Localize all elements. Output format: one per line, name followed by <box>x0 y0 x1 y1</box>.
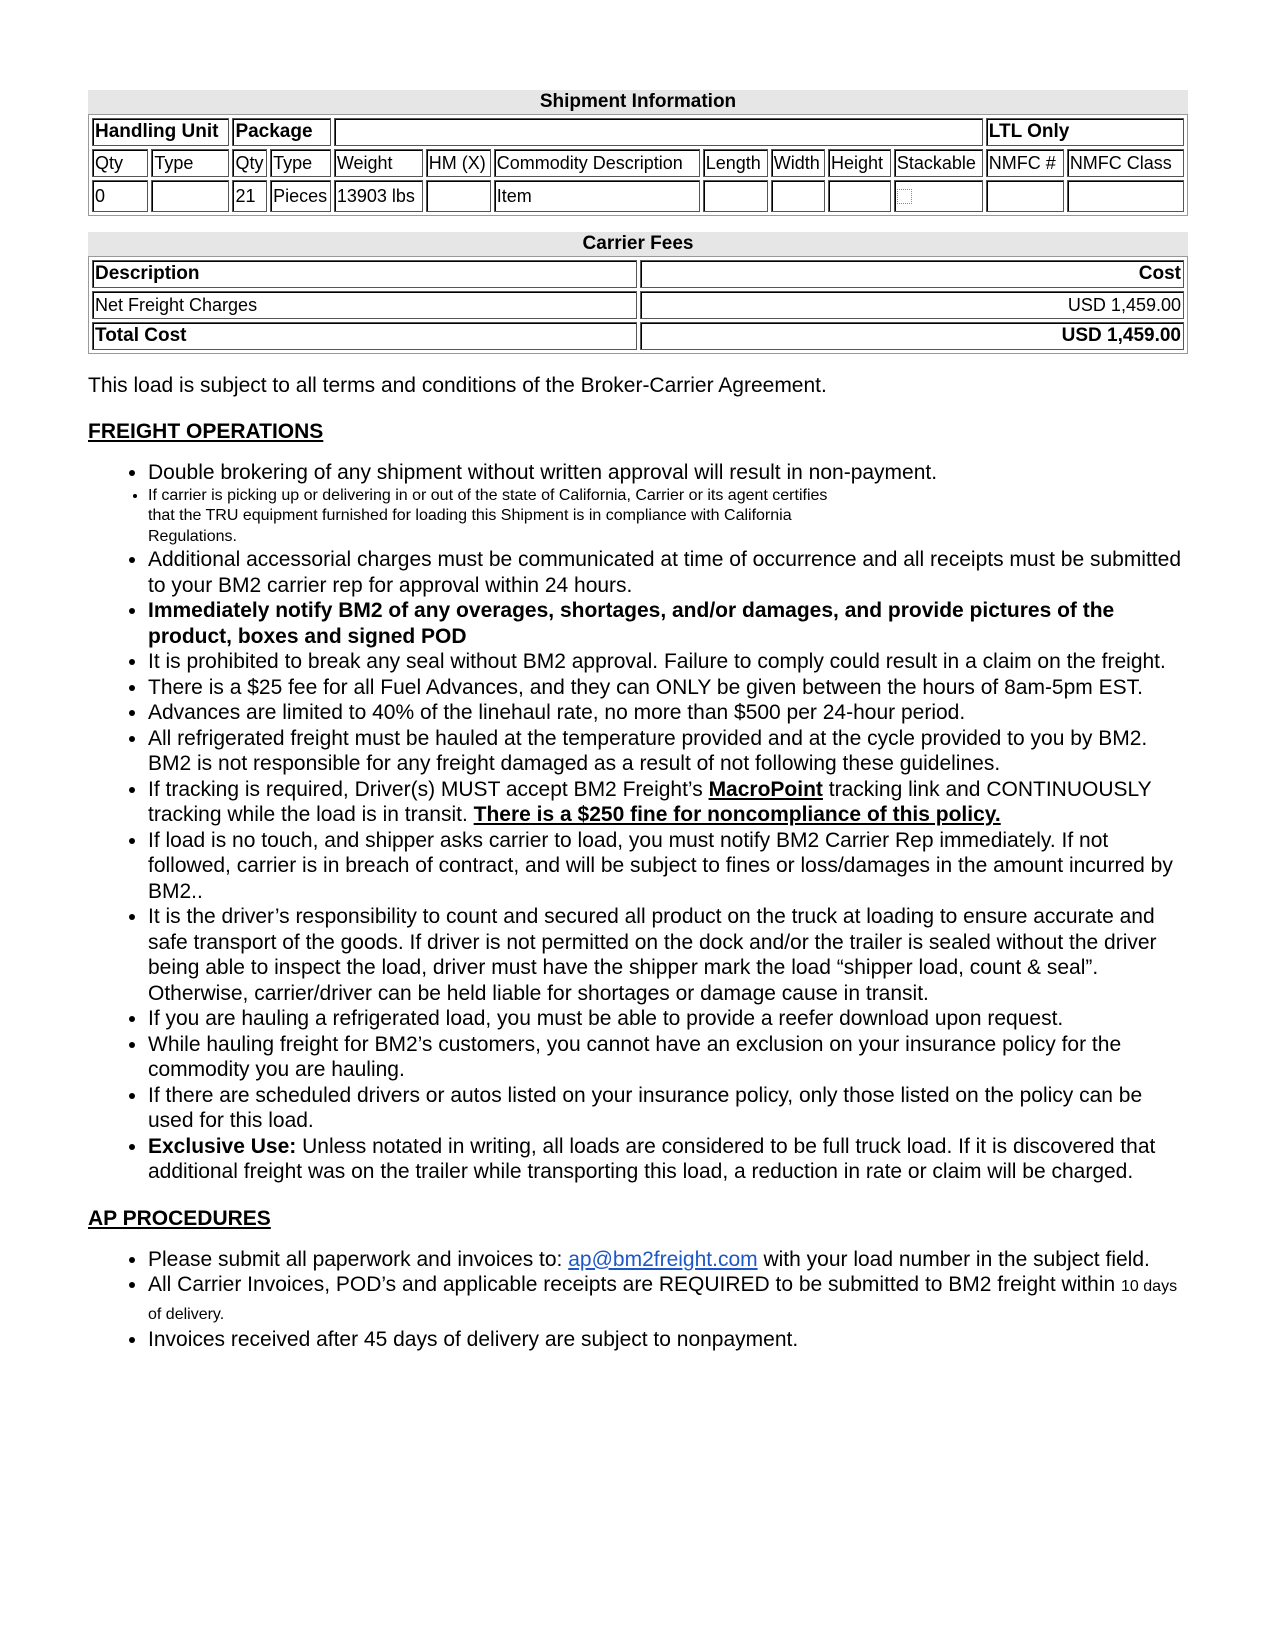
fee-cost: USD 1,459.00 <box>640 291 1185 319</box>
col-nmfc-class: NMFC Class <box>1067 149 1184 177</box>
shipment-group-row <box>92 118 1184 146</box>
col-hu-type: Type <box>151 149 229 177</box>
ap-email-link[interactable]: ap@bm2freight.com <box>568 1247 758 1271</box>
list-item: • If you are hauling a refrigerated load, you must be able to provide a reefer download upon request. <box>148 1006 1188 1032</box>
cell-stackable <box>894 180 983 212</box>
cell-hu-type <box>151 180 229 212</box>
california-line-3: Regulations. <box>148 527 237 545</box>
exclusive-use-label: Exclusive Use: <box>148 1134 297 1158</box>
carrier-fees-section <box>88 232 1188 354</box>
cell-length <box>703 180 768 212</box>
col-length: Length <box>703 149 768 177</box>
freight-operations-list <box>88 460 1188 1185</box>
submit-text-cont: with your load number in the subject field. <box>757 1247 1150 1271</box>
col-commodity: Commodity Description <box>494 149 700 177</box>
list-item: • It is prohibited to break any seal without BM2 approval. Failure to comply could result in a claim on the freight. <box>148 649 1188 675</box>
group-package: Package <box>232 118 330 146</box>
cell-commodity: Item <box>494 180 700 212</box>
list-item <box>148 777 1188 828</box>
total-cost-value: USD 1,459.00 <box>640 322 1185 350</box>
california-line-1: If carrier is picking up or delivering in or out of the state of California, Carrier or its agent certifies <box>148 486 828 504</box>
tracking-text-cont: tracking link and CONTINUOUSLY tracking while the load is in transit. <box>148 777 1152 826</box>
terms-intro: This load is subject to all terms and conditions of the Broker-Carrier Agreement. <box>88 374 827 397</box>
list-item: • Invoices received after 45 days of delivery are subject to nonpayment. <box>148 1327 1188 1353</box>
list-item: • Immediately notify BM2 of any overages, shortages, and/or damages, and provide pictures of the product, boxes and signed POD <box>148 598 1188 649</box>
fees-header-row <box>92 260 1184 288</box>
macropoint-link: MacroPoint <box>708 777 823 801</box>
cell-hu-qty: 0 <box>92 180 148 212</box>
col-pkg-qty: Qty <box>232 149 267 177</box>
col-hu-qty: Qty <box>92 149 148 177</box>
shipment-title: Shipment Information <box>88 90 1188 114</box>
fee-description: Net Freight Charges <box>92 291 637 319</box>
list-item: • If there are scheduled drivers or autos listed on your insurance policy, only those listed on the policy can be used for this load. <box>148 1083 1188 1134</box>
col-pkg-type: Type <box>270 149 331 177</box>
cell-pkg-qty: 21 <box>232 180 267 212</box>
shipment-table <box>88 114 1188 216</box>
california-line-2: that the TRU equipment furnished for loading this Shipment is in compliance with California <box>148 507 792 524</box>
list-item <box>148 1247 1188 1273</box>
cell-pkg-type: Pieces <box>270 180 331 212</box>
list-item: • It is the driver’s responsibility to count and secured all product on the truck at loading to ensure accurate and safe transport of the goods. If driver is not permitted on the dock and/or the trailer is sealed without the driver being able to inspect the load, driver must have the shipper mark the load “shipper load, count & seal”. Otherwise, carrier/driver can be held liable for shortages or damage cause in transit. <box>148 904 1188 1006</box>
list-item <box>148 1272 1188 1327</box>
col-stackable: Stackable <box>894 149 983 177</box>
stackable-checkbox[interactable] <box>897 189 912 204</box>
col-nmfc-num: NMFC # <box>986 149 1064 177</box>
group-ltl-only: LTL Only <box>986 118 1184 146</box>
document-page <box>88 90 1188 1353</box>
tracking-text: If tracking is required, Driver(s) MUST accept BM2 Freight’s <box>148 777 709 801</box>
list-item: • While hauling freight for BM2’s customers, you cannot have an exclusion on your insurance policy for the commodity you are hauling. <box>148 1032 1188 1083</box>
list-item: • Advances are limited to 40% of the linehaul rate, no more than $500 per 24-hour period. <box>148 700 1188 726</box>
list-item <box>148 1134 1188 1185</box>
invoices-text: All Carrier Invoices, POD’s and applicable receipts are REQUIRED to be submitted to BM2 freight within <box>148 1273 1122 1296</box>
ap-procedures-list <box>88 1247 1188 1353</box>
tracking-fine: There is a $250 fine for noncompliance of this policy. <box>473 803 1001 826</box>
exclusive-use-text: Unless notated in writing, all loads are considered to be full truck load. If it is discovered that additional freight was on the trailer while transporting this load, a reduction in rate or claim will be charged. <box>148 1134 1156 1183</box>
list-item: • There is a $25 fee for all Fuel Advances, and they can ONLY be given between the hours of 8am-5pm EST. <box>148 675 1188 701</box>
table-row <box>92 180 1184 212</box>
list-item: • All refrigerated freight must be hauled at the temperature provided and at the cycle provided to you by BM2. BM2 is not responsible for any freight damaged as a result of not following these guidelines. <box>148 726 1188 777</box>
freight-operations-heading: FREIGHT OPERATIONS <box>88 420 324 443</box>
invoices-deadline: 10 days of delivery. <box>148 1278 1178 1323</box>
cell-nmfc-class <box>1067 180 1184 212</box>
total-cost-label: Total Cost <box>92 322 637 350</box>
submit-text: Please submit all paperwork and invoices to: <box>148 1247 569 1271</box>
cell-hm <box>426 180 491 212</box>
cell-weight: 13903 lbs <box>334 180 423 212</box>
col-hm: HM (X) <box>426 149 491 177</box>
cell-nmfc-num <box>986 180 1064 212</box>
list-item: • Additional accessorial charges must be communicated at time of occurrence and all receipts must be submitted to your BM2 carrier rep for approval within 24 hours. <box>148 547 1188 598</box>
table-row <box>92 291 1184 319</box>
list-item <box>148 486 1188 548</box>
group-blank <box>334 118 983 146</box>
ap-procedures-heading: AP PROCEDURES <box>88 1206 271 1230</box>
carrier-fees-title: Carrier Fees <box>88 232 1188 256</box>
cell-width <box>771 180 825 212</box>
shipment-section <box>88 90 1188 216</box>
carrier-fees-table <box>88 256 1188 354</box>
col-width: Width <box>771 149 825 177</box>
list-item: • If load is no touch, and shipper asks carrier to load, you must notify BM2 Carrier Rep immediately. If not followed, carrier is in breach of contract, and will be subject to fines or loss/damages in the amount incurred by BM2.. <box>148 828 1188 905</box>
fees-header-description: Description <box>92 260 637 288</box>
fees-header-cost: Cost <box>640 260 1185 288</box>
shipment-column-row <box>92 149 1184 177</box>
group-handling-unit: Handling Unit <box>92 118 229 146</box>
fees-total-row <box>92 322 1184 350</box>
col-weight: Weight <box>334 149 423 177</box>
col-height: Height <box>828 149 891 177</box>
list-item: • Double brokering of any shipment without written approval will result in non-payment. <box>148 460 1188 486</box>
cell-height <box>828 180 891 212</box>
